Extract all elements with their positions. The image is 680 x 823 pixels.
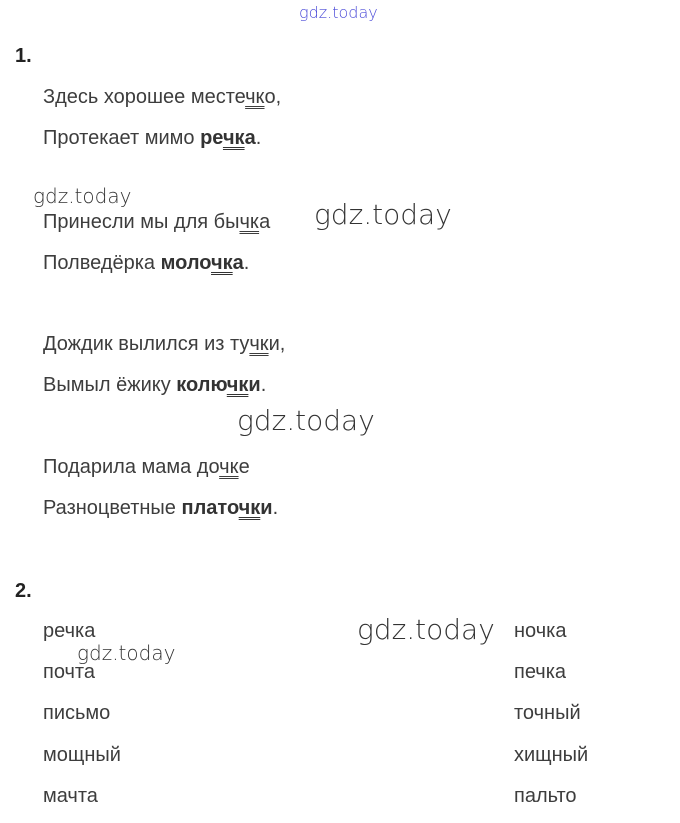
word-right-2: печка — [514, 661, 567, 683]
word-right-3: точный — [514, 702, 581, 724]
poem-line-1: Здесь хорошее местечко, — [43, 86, 282, 108]
word-left-5: мачта — [43, 785, 98, 807]
watermark: gdz.today — [77, 641, 176, 665]
poem-line-2: Протекает мимо речка. — [43, 127, 262, 149]
word-left-1: речка — [43, 620, 96, 642]
watermark: gdz.today — [237, 404, 375, 437]
poem-line-8: Разноцветные платочки. — [43, 497, 279, 519]
poem-line-6: Вымыл ёжику колючки. — [43, 374, 267, 396]
poem-line-5: Дождик вылился из тучки, — [43, 333, 286, 355]
watermark: gdz.today — [33, 184, 132, 208]
word-right-4: хищный — [514, 744, 589, 766]
poem-line-7: Подарила мама дочке — [43, 456, 250, 478]
watermark: gdz.today — [357, 613, 495, 646]
word-left-4: мощный — [43, 744, 121, 766]
poem-line-3: Принесли мы для бычка — [43, 211, 271, 233]
word-left-2: почта — [43, 661, 95, 683]
task-1-number: 1. — [15, 45, 32, 67]
task-2-number: 2. — [15, 580, 32, 602]
word-right-1: ночка — [514, 620, 567, 642]
word-left-3: письмо — [43, 702, 111, 724]
poem-line-4: Полведёрка молочка. — [43, 252, 250, 274]
word-right-5: пальто — [514, 785, 577, 807]
watermark: gdz.today — [314, 198, 452, 231]
watermark-top: gdz.today — [299, 3, 378, 22]
